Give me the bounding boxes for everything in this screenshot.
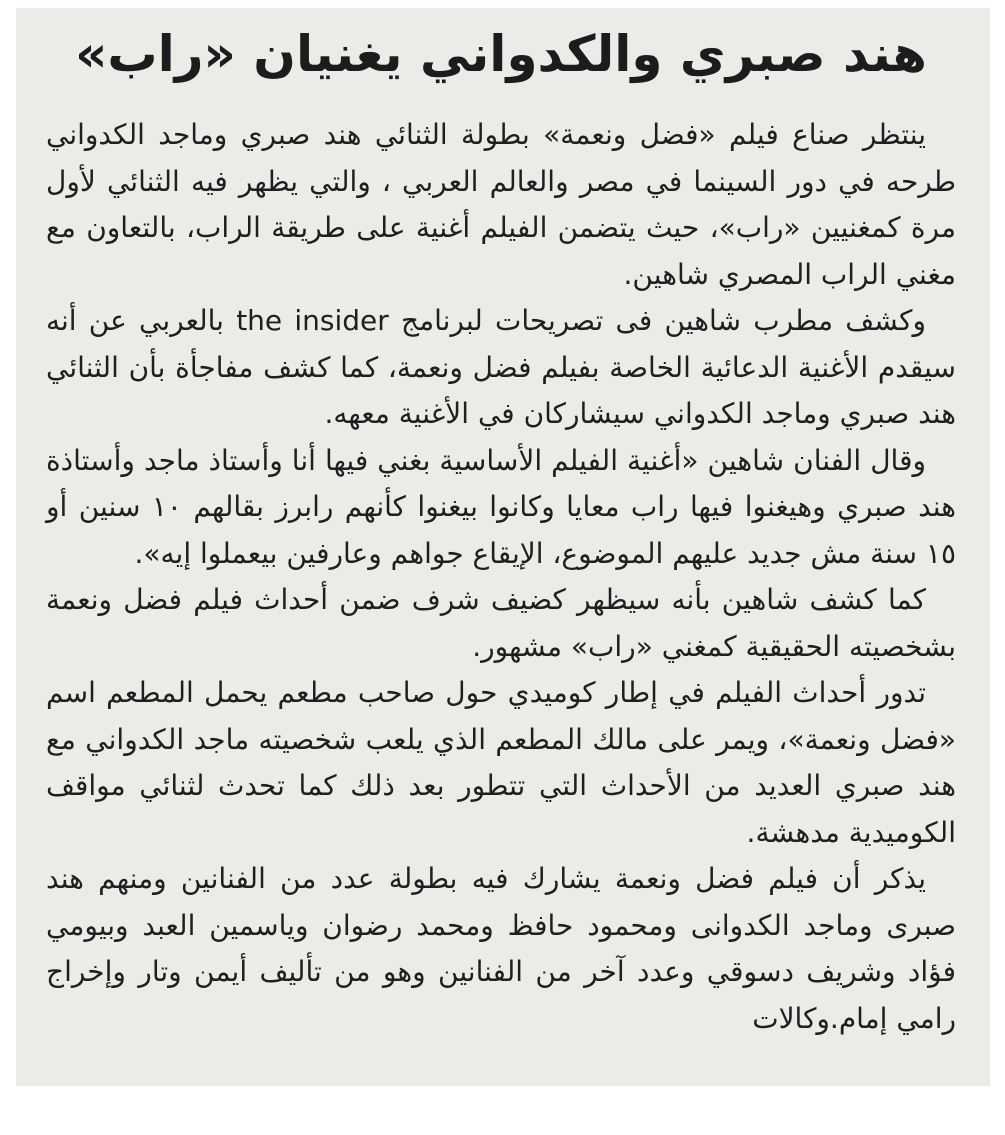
- news-clipping: [16, 8, 990, 1086]
- article-paragraph: تدور أحداث الفيلم في إطار كوميدي حول صاحب مطعم يحمل المطعم اسم «فضل ونعمة»، ويمر على مالك المطعم الذي يلعب شخصيته ماجد الكدواني مع هند صبري العديد من الأحداث التي تتطور بعد ذلك كما تحدث لثنائي مواقف الكوميدية مدهشة.: [46, 676, 956, 849]
- article-paragraph: وقال الفنان شاهين «أغنية الفيلم الأساسية بغني فيها أنا وأستاذ ماجد وأستاذة هند صبري وهيغنوا فيها راب معايا وكانوا بيغنوا كأنهم رابرز بقالهم ١٠ سنين أو ١٥ سنة مش جديد عليهم الموضوع، الإيقاع جواهم وعارفين بيعملوا إيه».: [46, 443, 956, 570]
- article-paragraph: كما كشف شاهين بأنه سيظهر كضيف شرف ضمن أحداث فيلم فضل ونعمة بشخصيته الحقيقية كمغني «راب» مشهور.: [46, 583, 956, 663]
- article-body: [46, 112, 956, 1042]
- article-headline: هند صبري والكدواني يغنيان «راب»: [75, 25, 927, 83]
- article-paragraph: وكشف مطرب شاهين فى تصريحات لبرنامج the insider بالعربي عن أنه سيقدم الأغنية الدعائية الخاصة بفيلم فضل ونعمة، كما كشف مفاجأة بأن الثنائي هند صبري وماجد الكدواني سيشاركان في الأغنية معهه.: [46, 304, 956, 430]
- article-paragraph: يذكر أن فيلم فضل ونعمة يشارك فيه بطولة عدد من الفنانين ومنهم هند صبرى وماجد الكدوانى ومحمود حافظ ومحمد رضوان وياسمين العبد وبيومي فؤاد وشريف دسوقي وعدد آخر من الفنانين وهو من تأليف أيمن وتار وإخراج رامي إمام.وكالات: [46, 862, 956, 1035]
- article-paragraph: ينتظر صناع فيلم «فضل ونعمة» بطولة الثنائي هند صبري وماجد الكدواني طرحه في دور السينما في مصر والعالم العربي ، والتي يظهر فيه الثنائي لأول مرة كمغنيين «راب»، حيث يتضمن الفيلم أغنية على طريقة الراب، بالتعاون مع مغني الراب المصري شاهين.: [46, 118, 956, 291]
